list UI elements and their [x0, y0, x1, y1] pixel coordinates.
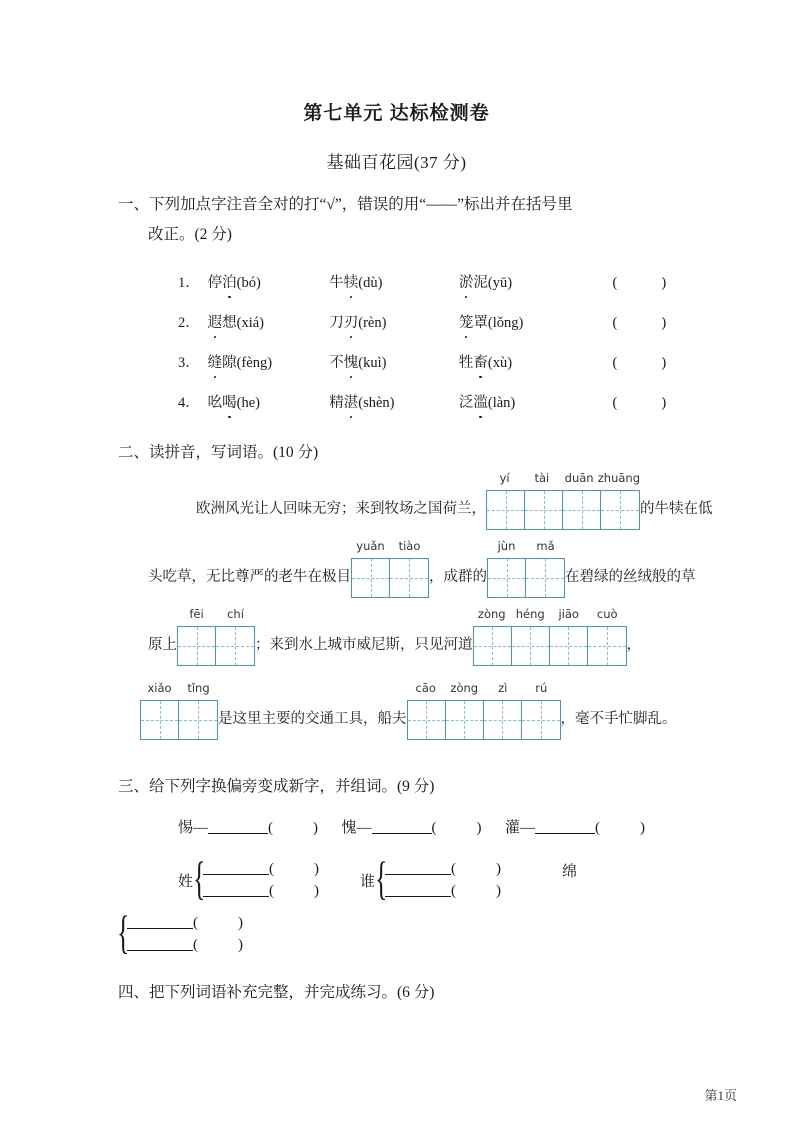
- q3-brace-3-row-a: [127, 912, 243, 934]
- q3-brace-1-blank-b[interactable]: [203, 881, 269, 897]
- q2-line-3-cells-a[interactable]: [177, 626, 255, 666]
- q1-row-2: [178, 313, 666, 333]
- pinyin-syllable: héng: [515, 607, 545, 621]
- pinyin-syllable: jùn: [497, 539, 516, 553]
- section-3-header: 三、给下列字换偏旁变成新字，并组词。(9 分): [118, 778, 435, 795]
- pinyin-syllable: fēi: [189, 607, 204, 621]
- q2-line-1-cells[interactable]: [486, 490, 640, 530]
- q3-paren-2[interactable]: ( ): [431, 820, 482, 836]
- q2-line-3-text-before: 原上: [148, 637, 177, 653]
- q2-line-2-pinyin-b: [487, 539, 565, 553]
- q1-r4-b-pre: 精: [329, 395, 344, 411]
- q2-line-4-pinyin-b: [407, 681, 561, 695]
- pinyin-syllable: tài: [534, 471, 550, 485]
- page-title: 第七单元 达标检测卷: [303, 103, 490, 124]
- brace-icon: [376, 858, 385, 902]
- q3-brace-3-label-wrap: [562, 858, 578, 885]
- q2-line-2-pinyin-a: [351, 539, 429, 553]
- q2-line-4-text-mid: 是这里主要的交通工具，船夫: [218, 711, 407, 727]
- q2-line-1-text-before: 欧洲风光让人回味无穷；来到牧场之国荷兰，: [196, 501, 486, 517]
- grid-cell[interactable]: [525, 491, 563, 529]
- q1-r1-c-dotted: 淤: [458, 275, 474, 291]
- q3-brace-3-paren-a[interactable]: ( ): [193, 915, 243, 931]
- pinyin-syllable: xiǎo: [147, 681, 172, 695]
- q1-row-4-answer-paren[interactable]: ( ): [612, 395, 667, 411]
- q2-line-3-grid-a[interactable]: [177, 607, 255, 666]
- grid-cell[interactable]: [484, 701, 522, 739]
- grid-cell[interactable]: [352, 559, 390, 597]
- q1-row-3-answer-paren[interactable]: ( ): [612, 355, 667, 371]
- q2-line-2-text-mid: ，成群的: [429, 569, 487, 585]
- q3-char-1: 惕: [178, 820, 194, 836]
- q1-r4-a-pre: 吆: [207, 395, 223, 411]
- q1-row-1-item-a: [208, 273, 326, 293]
- q1-r3-c-dotted: 畜: [473, 355, 488, 371]
- q1-r3-a-dotted: 缝: [207, 355, 223, 371]
- q2-line-2-grid-b[interactable]: [487, 539, 565, 598]
- grid-cell[interactable]: [522, 701, 560, 739]
- q3-brace-3-paren-b[interactable]: ( ): [193, 937, 243, 953]
- q1-r4-c-dotted: 滥: [473, 395, 488, 411]
- q1-r4-c-post: (làn): [487, 395, 516, 411]
- q3-brace-group-2: [360, 858, 501, 902]
- grid-cell[interactable]: [488, 559, 526, 597]
- q3-blank-2[interactable]: [372, 818, 432, 834]
- q3-brace-1-paren-a[interactable]: ( ): [269, 861, 320, 877]
- q2-line-2-text-after: 在碧绿的丝绒般的草: [565, 569, 696, 585]
- q1-row-3-number: 3．: [178, 355, 200, 371]
- grid-cell[interactable]: [178, 627, 216, 665]
- pinyin-syllable: yí: [499, 471, 510, 485]
- section-4-header: 四、把下列词语补充完整，并完成练习。(6 分): [118, 984, 435, 1001]
- q1-r2-b-post: (rèn): [358, 315, 387, 331]
- q1-r4-b-post: (shèn): [358, 395, 395, 411]
- q3-char-2: 愧: [341, 820, 357, 836]
- q1-row-3-item-a: [208, 353, 326, 373]
- q1-row-4-item-b: [329, 393, 455, 413]
- q2-line-1-grid[interactable]: [486, 471, 640, 530]
- page-subtitle: 基础百花园(37 分): [326, 153, 467, 172]
- q1-row-2-number: 2．: [178, 315, 200, 331]
- pinyin-syllable: zòng: [450, 681, 479, 695]
- q1-row-4-item-a: [208, 393, 326, 413]
- q1-r1-a-post: (bó): [236, 275, 261, 291]
- q3-arrow-2: —: [356, 820, 372, 836]
- q1-r1-b-dotted: 犊: [343, 275, 359, 291]
- q3-brace-1-blank-a[interactable]: [203, 859, 269, 875]
- q3-brace-3-row-b: [127, 934, 243, 956]
- q1-r1-a-dotted: 泊: [222, 275, 237, 291]
- q1-row-4: [178, 393, 666, 413]
- q3-paren-3[interactable]: ( ): [595, 820, 646, 836]
- pinyin-syllable: zhuāng: [597, 471, 640, 485]
- q1-r1-b-pre: 牛: [329, 275, 344, 291]
- grid-cell[interactable]: [526, 559, 564, 597]
- grid-cell[interactable]: [588, 627, 626, 665]
- pinyin-syllable: jiāo: [558, 607, 579, 621]
- q3-brace-2-label: 谁: [360, 873, 376, 890]
- q3-brace-2-paren-a[interactable]: ( ): [451, 861, 502, 877]
- pinyin-syllable: zì: [498, 681, 508, 695]
- q3-brace-3-label: 绵: [562, 863, 578, 880]
- q2-line-3-text-mid: ；来到水上城市威尼斯，只见河道: [255, 637, 473, 653]
- footer-page-number: 第1页: [704, 1088, 737, 1103]
- q1-r1-c-rest: 泥(yū): [473, 275, 513, 291]
- q1-r3-c-pre: 牲: [458, 355, 474, 371]
- q2-line-2-grid-a[interactable]: [351, 539, 429, 598]
- q1-row-1-item-b: [329, 273, 455, 293]
- q2-line-4-text-after: ，毫不手忙脚乱。: [560, 711, 677, 727]
- q1-r2-b-pre: 刀: [329, 315, 344, 331]
- pinyin-syllable: cuò: [596, 607, 618, 621]
- q1-r2-c-dotted: 笼: [458, 315, 474, 331]
- q1-row-3: [178, 353, 666, 373]
- q3-brace-2-blank-a[interactable]: [385, 859, 451, 875]
- q1-row-4-number: 4．: [178, 395, 200, 411]
- grid-cell[interactable]: [408, 701, 446, 739]
- q1-r4-a-post: (he): [236, 395, 260, 411]
- q2-line-4-grid-b[interactable]: [407, 681, 561, 740]
- pinyin-syllable: zòng: [477, 607, 506, 621]
- grid-cell[interactable]: [141, 701, 179, 739]
- q1-row-1: [178, 273, 666, 293]
- q2-line-2-text-before: 头吃草，无比尊严的老牛在极目: [148, 569, 351, 585]
- q1-r4-c-pre: 泛: [458, 395, 474, 411]
- q3-blank-1[interactable]: [208, 818, 268, 834]
- section-2-header: 二、读拼音，写词语。(10 分): [118, 444, 319, 461]
- grid-cell[interactable]: [390, 559, 428, 597]
- q1-r3-c-post: (xù): [487, 355, 513, 371]
- q2-line-3-pinyin-a: [177, 607, 255, 621]
- q3-arrow-3: —: [520, 820, 536, 836]
- q2-line-2-cells-b[interactable]: [487, 558, 565, 598]
- pinyin-syllable: duān: [564, 471, 594, 485]
- grid-cell[interactable]: [601, 491, 639, 529]
- section-1-header-line1: 一、下列加点字注音全对的打“√”，错误的用“——”标出并在括号里: [118, 196, 573, 213]
- q2-line-4: [140, 681, 677, 740]
- q1-r4-a-dotted: 喝: [222, 395, 237, 411]
- section-1-header: [118, 190, 573, 250]
- pinyin-syllable: yuǎn: [356, 539, 385, 553]
- q1-r3-b-pre: 不: [329, 355, 344, 371]
- q3-blank-3[interactable]: [535, 818, 595, 834]
- pinyin-syllable: tiào: [398, 539, 421, 553]
- q1-r2-c-rest: 罩(lǒng): [473, 315, 524, 331]
- brace-icon: [118, 912, 127, 956]
- pinyin-syllable: mǎ: [536, 539, 555, 553]
- q2-line-1: [196, 471, 713, 530]
- q2-line-3-grid-b[interactable]: [473, 607, 627, 666]
- q3-char-3: 灌: [505, 820, 521, 836]
- q1-row-2-answer-paren[interactable]: ( ): [612, 315, 667, 331]
- pinyin-syllable: chí: [227, 607, 244, 621]
- q3-brace-1-row-a: [203, 858, 319, 880]
- q1-r4-b-dotted: 湛: [343, 395, 359, 411]
- grid-cell[interactable]: [512, 627, 550, 665]
- q2-line-4-pinyin-a: [140, 681, 218, 695]
- q1-row-3-item-c: [459, 353, 609, 373]
- grid-cell[interactable]: [446, 701, 484, 739]
- q2-line-2-cells-a[interactable]: [351, 558, 429, 598]
- q3-brace-1-paren-b[interactable]: ( ): [269, 883, 320, 899]
- q2-line-1-pinyin: [486, 471, 640, 485]
- q1-r3-b-dotted: 愧: [343, 355, 359, 371]
- q3-brace-group-1: [178, 858, 319, 902]
- q3-brace-3-blank-a[interactable]: [127, 913, 193, 929]
- q3-brace-1-rows: [203, 858, 319, 902]
- grid-cell[interactable]: [216, 627, 254, 665]
- grid-cell[interactable]: [550, 627, 588, 665]
- q1-row-2-item-a: [208, 313, 326, 333]
- q3-paren-1[interactable]: ( ): [268, 820, 319, 836]
- q1-r2-a-dotted: 遐: [207, 315, 223, 331]
- q2-line-2: [148, 539, 696, 598]
- q1-r1-a-pre: 停: [207, 275, 223, 291]
- q1-row-2-item-c: [459, 313, 609, 333]
- q3-row-1: [178, 815, 645, 841]
- q3-brace-2-row-a: [385, 858, 501, 880]
- q1-r2-b-dotted: 刃: [343, 315, 359, 331]
- q1-row-1-item-c: [459, 273, 609, 293]
- grid-cell[interactable]: [563, 491, 601, 529]
- q1-row-1-answer-paren[interactable]: ( ): [612, 275, 667, 291]
- q3-brace-2-blank-b[interactable]: [385, 881, 451, 897]
- brace-icon: [194, 858, 203, 902]
- q3-brace-2-paren-b[interactable]: ( ): [451, 883, 502, 899]
- q3-brace-1-label: 姓: [178, 873, 194, 890]
- section-1-header-line2: 改正。(2 分): [148, 226, 232, 243]
- q2-line-4-cells-b[interactable]: [407, 700, 561, 740]
- q3-arrow-1: —: [193, 820, 209, 836]
- q2-line-4-cells-a[interactable]: [140, 700, 218, 740]
- q2-line-3-pinyin-b: [473, 607, 627, 621]
- q2-line-3-cells-b[interactable]: [473, 626, 627, 666]
- q3-brace-3-rows: [127, 912, 243, 956]
- pinyin-syllable: tǐng: [187, 681, 210, 695]
- pinyin-syllable: rú: [535, 681, 548, 695]
- q2-line-4-grid-a[interactable]: [140, 681, 218, 740]
- q2-line-3-text-after: ，: [626, 637, 641, 653]
- q2-line-1-text-after: 的牛犊在低: [640, 501, 713, 517]
- q3-brace-group-3: [118, 912, 243, 956]
- q2-line-3: [148, 607, 641, 666]
- q1-row-3-item-b: [329, 353, 455, 373]
- grid-cell[interactable]: [179, 701, 217, 739]
- q3-brace-1-row-b: [203, 880, 319, 902]
- q3-brace-2-row-b: [385, 880, 501, 902]
- q3-brace-3-blank-b[interactable]: [127, 935, 193, 951]
- q3-brace-2-rows: [385, 858, 501, 902]
- q1-r1-b-post: (dù): [358, 275, 383, 291]
- q1-r2-a-rest: 想(xiá): [222, 315, 264, 331]
- q1-r3-a-rest: 隙(fèng): [222, 355, 273, 371]
- grid-cell[interactable]: [487, 491, 525, 529]
- q1-row-4-item-c: [459, 393, 609, 413]
- grid-cell[interactable]: [474, 627, 512, 665]
- pinyin-syllable: cāo: [415, 681, 436, 695]
- q1-row-2-item-b: [329, 313, 455, 333]
- q1-r3-b-post: (kuì): [358, 355, 387, 371]
- q1-row-1-number: 1．: [178, 275, 200, 291]
